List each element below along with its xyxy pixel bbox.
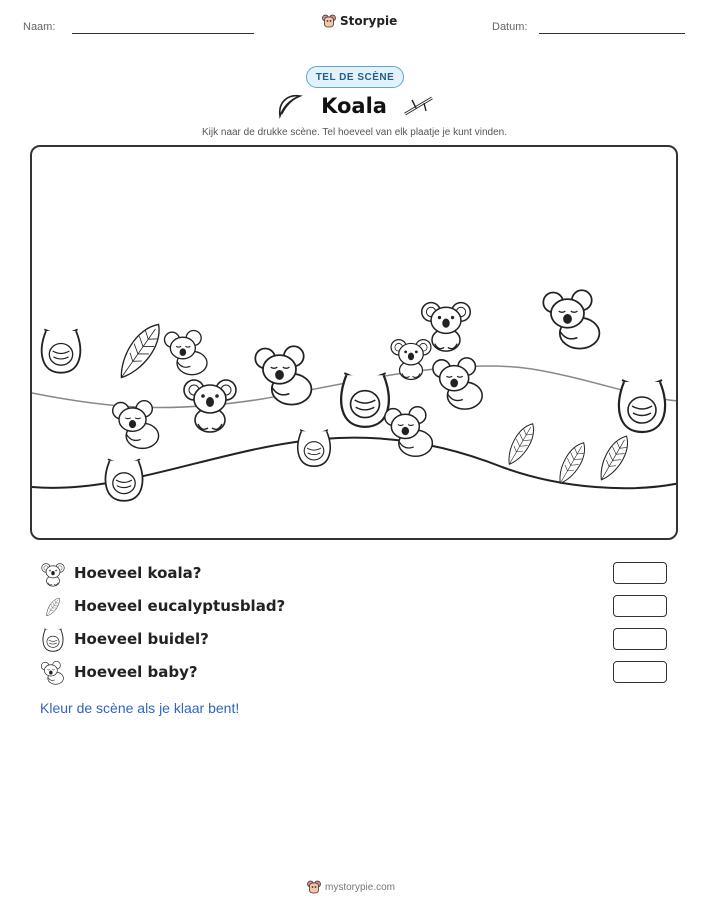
date-line[interactable] (539, 33, 685, 34)
branch-icon (402, 94, 436, 118)
pouch-icon (40, 627, 66, 653)
page-title: Koala (321, 94, 387, 118)
koala-3 (255, 346, 311, 404)
finish-instruction: Kleur de scène als je klaar bent! (40, 700, 240, 716)
question-row-baby (40, 660, 670, 686)
koala-8 (385, 407, 433, 456)
question-label: Hoeveel buidel? (74, 630, 209, 648)
koala-7 (433, 358, 482, 409)
footer-url[interactable]: mystorypie.com (325, 881, 396, 893)
question-label: Hoeveel koala? (74, 564, 202, 582)
name-label: Naam: (23, 21, 56, 33)
brand-logo (322, 14, 397, 28)
date-label: Datum: (492, 21, 528, 33)
baby-koala-icon (40, 660, 66, 686)
koala-4 (113, 401, 159, 449)
question-row-leaf (40, 594, 670, 620)
leaf-1 (113, 318, 168, 384)
question-label: Hoeveel baby? (74, 663, 198, 681)
pouch-2 (106, 459, 143, 501)
koala-icon (40, 561, 66, 587)
pouch-1 (42, 329, 81, 372)
answer-box-leaf[interactable] (613, 595, 667, 617)
answer-box-koala[interactable] (613, 562, 667, 584)
question-row-koala (40, 561, 670, 587)
question-row-pouch (40, 627, 670, 653)
leaf-3 (554, 439, 591, 487)
leaf-icon (40, 594, 66, 620)
answer-box-pouch[interactable] (613, 628, 667, 650)
answer-box-baby[interactable] (613, 661, 667, 683)
scene-illustration (32, 147, 678, 540)
name-line[interactable] (72, 33, 254, 34)
koala-9 (543, 290, 599, 348)
koala-logo-icon (322, 14, 336, 28)
koala-1 (165, 331, 208, 375)
koala-scene (30, 145, 678, 540)
question-label: Hoeveel eucalyptusblad? (74, 597, 286, 615)
leaf-4 (594, 432, 634, 484)
leaf-2 (503, 420, 540, 468)
instruction-text: Kijk naar de drukke scène. Tel hoeveel van elk plaatje je kunt vinden. (201, 127, 507, 138)
pouch-5 (619, 380, 665, 432)
worksheet-tag: TEL DE SCÈNE (306, 66, 404, 88)
pouch-3 (298, 430, 330, 466)
footer (307, 880, 395, 894)
pouch-4 (341, 373, 389, 427)
koala-logo-icon (307, 880, 321, 894)
brand-name: Storypie (340, 14, 398, 28)
eucalyptus-leaf-icon (274, 92, 304, 120)
